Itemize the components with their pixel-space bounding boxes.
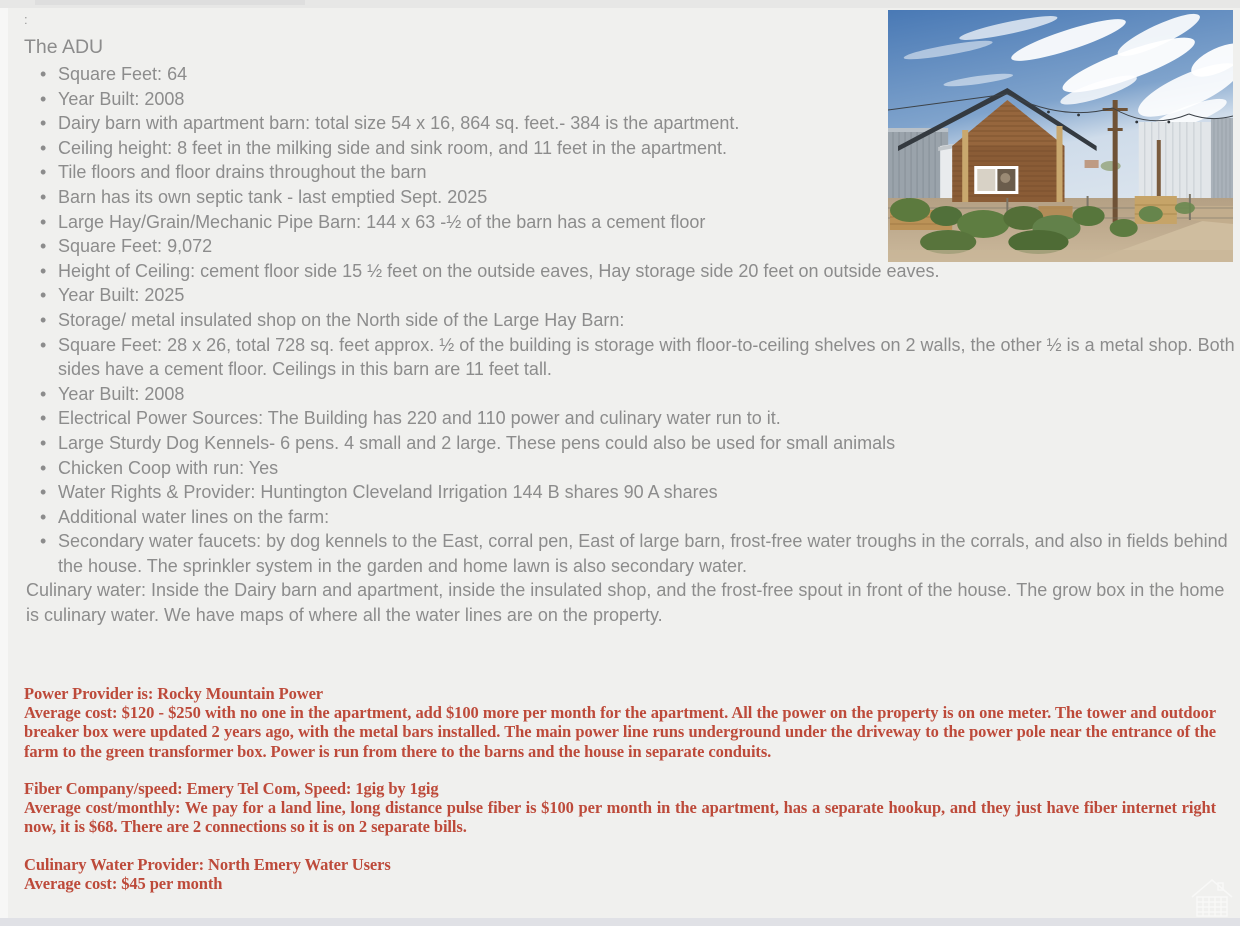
list-item: • Chicken Coop with run: Yes	[24, 456, 1240, 481]
top-mark: :	[24, 12, 28, 27]
utilities-info	[24, 684, 1216, 894]
utility-section-header: Fiber Company/speed: Emery Tel Com, Speed: 1gig by 1gig	[24, 778, 439, 798]
list-item: • Square Feet: 9,072	[24, 234, 1240, 259]
bottom-edge-band	[0, 918, 1240, 926]
list-item: • Large Sturdy Dog Kennels- 6 pens. 4 small and 2 large. These pens could also be used for small animals	[24, 431, 1240, 456]
utility-section-body: Average cost: $120 - $250 with no one in the apartment, add $100 more per month for the apartment. All the power on the property is on one meter. The tower and outdoor breaker box were updated 2 years ago, with the metal bars installed. The main power line runs underground under the driveway to the power pole near the entrance of the farm to the green transformer box. Power is run from there to the barns and the house in separate conduits.	[24, 702, 1216, 761]
list-item: • Year Built: 2008	[24, 87, 1240, 112]
list-item: • Tile floors and floor drains throughout the barn	[24, 160, 1240, 185]
utility-section	[24, 855, 1216, 894]
utility-section-header: Culinary Water Provider: North Emery Water Users	[24, 854, 391, 874]
page-title: The ADU	[24, 36, 104, 58]
utility-section-body: Average cost: $45 per month	[24, 874, 223, 894]
list-item: • Barn has its own septic tank - last emptied Sept. 2025	[24, 185, 1240, 210]
list-item: • Ceiling height: 8 feet in the milking side and sink room, and 11 feet in the apartment.	[24, 136, 1240, 161]
list-item: • Additional water lines on the farm:	[24, 505, 1240, 530]
list-item: • Storage/ metal insulated shop on the North side of the Large Hay Barn:	[24, 308, 1240, 333]
utility-section-header: Power Provider is: Rocky Mountain Power	[24, 683, 324, 703]
list-item: • Large Hay/Grain/Mechanic Pipe Barn: 144 x 63 -½ of the barn has a cement floor	[24, 210, 1240, 235]
list-item: • Electrical Power Sources: The Building has 220 and 110 power and culinary water run to it.	[24, 406, 1240, 431]
list-item: • Water Rights & Provider: Huntington Cleveland Irrigation 144 B shares 90 A shares	[24, 480, 1240, 505]
utility-section	[24, 684, 1216, 761]
list-item: • Secondary water faucets: by dog kennels to the East, corral pen, East of large barn, frost-free water troughs in the corrals, and also in fields behind the house. The sprinkler system in the garden and home lawn is also secondary water.	[24, 529, 1240, 578]
list-item: • Square Feet: 28 x 26, total 728 sq. feet approx. ½ of the building is storage with floor-to-ceiling shelves on 2 walls, the other ½ is a metal shop. Both sides have a cement floor. Ceilings in this barn are 11 feet tall.	[24, 333, 1240, 382]
list-item: • Year Built: 2008	[24, 382, 1240, 407]
list-item: • Year Built: 2025	[24, 283, 1240, 308]
culinary-water-paragraph: Culinary water: Inside the Dairy barn and apartment, inside the insulated shop, and the frost-free spout in front of the house. The grow box in the home is culinary water. We have maps of where all the water lines are on the property.	[26, 580, 1225, 626]
list-item: • Square Feet: 64	[24, 62, 1240, 87]
house-logo-icon	[1189, 873, 1235, 921]
property-details-list	[24, 62, 1240, 578]
list-item: • Height of Ceiling: cement floor side 15 ½ feet on the outside eaves, Hay storage side 20 feet on outside eaves.	[24, 259, 1240, 284]
utility-section	[24, 779, 1216, 837]
utility-section-body: Average cost/monthly: We pay for a land line, long distance pulse fiber is $100 per month in the apartment, has a separate hookup, and they just have fiber internet right now, it is $68. There are 2 connections so it is on 2 separate bills.	[24, 798, 1216, 837]
list-item: • Dairy barn with apartment barn: total size 54 x 16, 864 sq. feet.- 384 is the apartment.	[24, 111, 1240, 136]
